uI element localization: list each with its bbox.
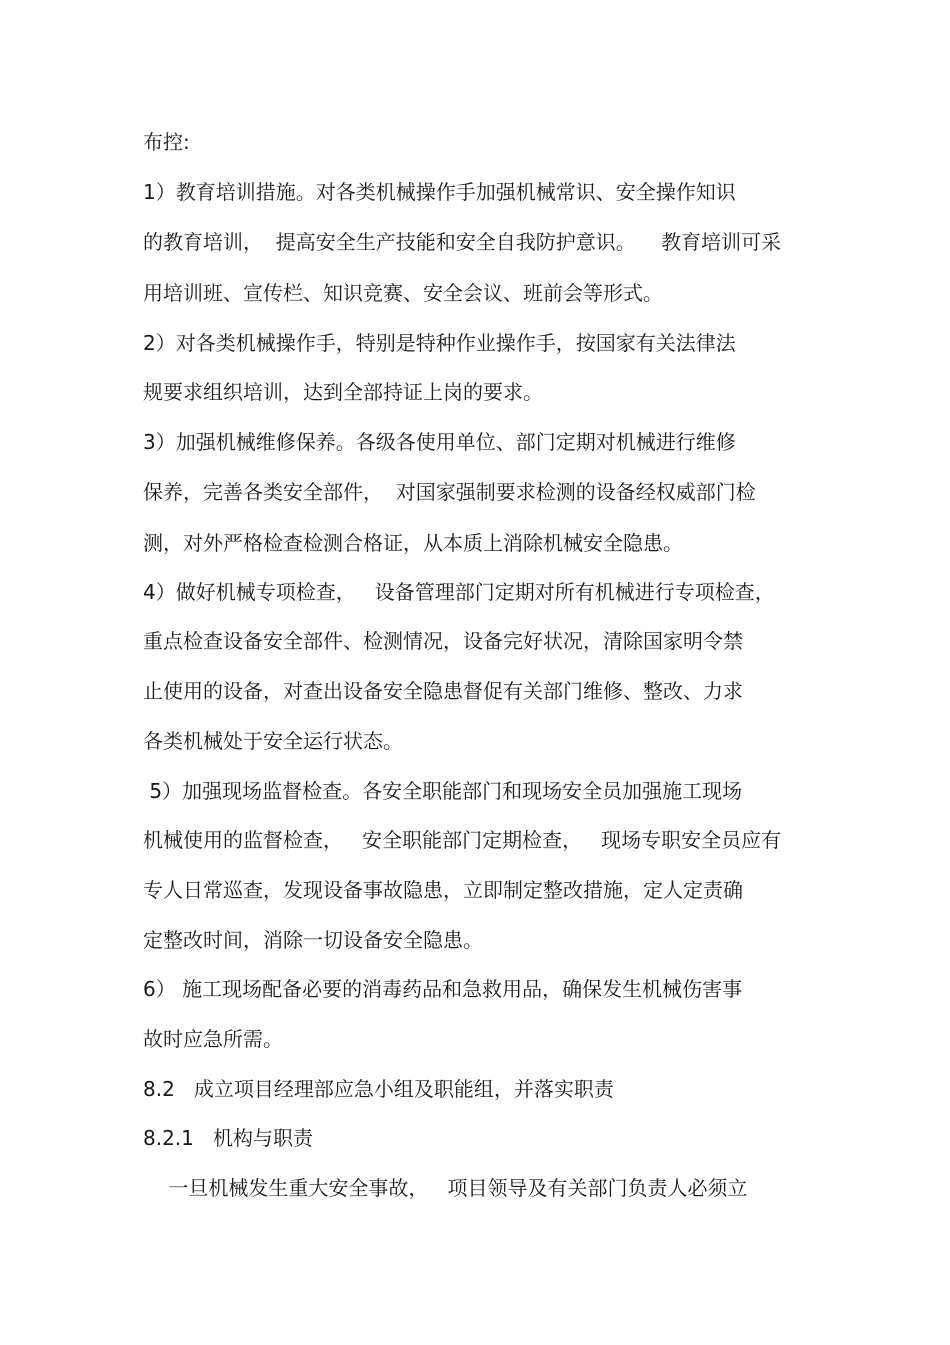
text-line: 3）加强机械维修保养。各级各使用单位、部门定期对机械进行维修 (143, 430, 736, 454)
subsection-heading: 8.2.1 机构与职责 (143, 1126, 313, 1150)
text-line: 一旦机械发生重大安全事故， 项目领导及有关部门负责人必须立 (143, 1176, 748, 1200)
text-line: 保养，完善各类安全部件， 对国家强制要求检测的设备经权威部门检 (143, 480, 756, 504)
text-line: 测，对外严格检查检测合格证，从本质上消除机械安全隐患。 (143, 531, 683, 555)
text-line: 用培训班、宣传栏、知识竞赛、安全会议、班前会等形式。 (143, 281, 663, 305)
text-line: 2）对各类机械操作手，特别是特种作业操作手，按国家有关法律法 (143, 331, 736, 355)
text-line: 1）教育培训措施。对各类机械操作手加强机械常识、安全操作知识 (143, 180, 736, 204)
text-line: 布控: (143, 130, 190, 154)
text-line: 专人日常巡查，发现设备事故隐患，立即制定整改措施，定人定责确 (143, 878, 743, 902)
text-line: 5）加强现场监督检查。各安全职能部门和现场安全员加强施工现场 (143, 779, 743, 803)
text-line: 机械使用的监督检查， 安全职能部门定期检查， 现场专职安全员应有 (143, 828, 782, 852)
text-line: 重点检查设备安全部件、检测情况，设备完好状况，清除国家明令禁 (143, 629, 743, 653)
text-line: 的教育培训， 提高安全生产技能和安全自我防护意识。 教育培训可采 (143, 230, 782, 254)
section-heading: 8.2 成立项目经理部应急小组及职能组，并落实职责 (143, 1077, 614, 1101)
text-line: 规要求组织培训，达到全部持证上岗的要求。 (143, 380, 543, 404)
text-line: 止使用的设备，对查出设备安全隐患督促有关部门维修、整改、力求 (143, 679, 743, 703)
text-line: 4）做好机械专项检查， 设备管理部门定期对所有机械进行专项检查， (143, 580, 775, 604)
text-line: 各类机械处于安全运行状态。 (143, 729, 403, 753)
text-line: 故时应急所需。 (143, 1027, 283, 1051)
text-line: 6） 施工现场配备必要的消毒药品和急救用品，确保发生机械伤害事 (143, 977, 743, 1001)
text-line: 定整改时间，消除一切设备安全隐患。 (143, 928, 483, 952)
